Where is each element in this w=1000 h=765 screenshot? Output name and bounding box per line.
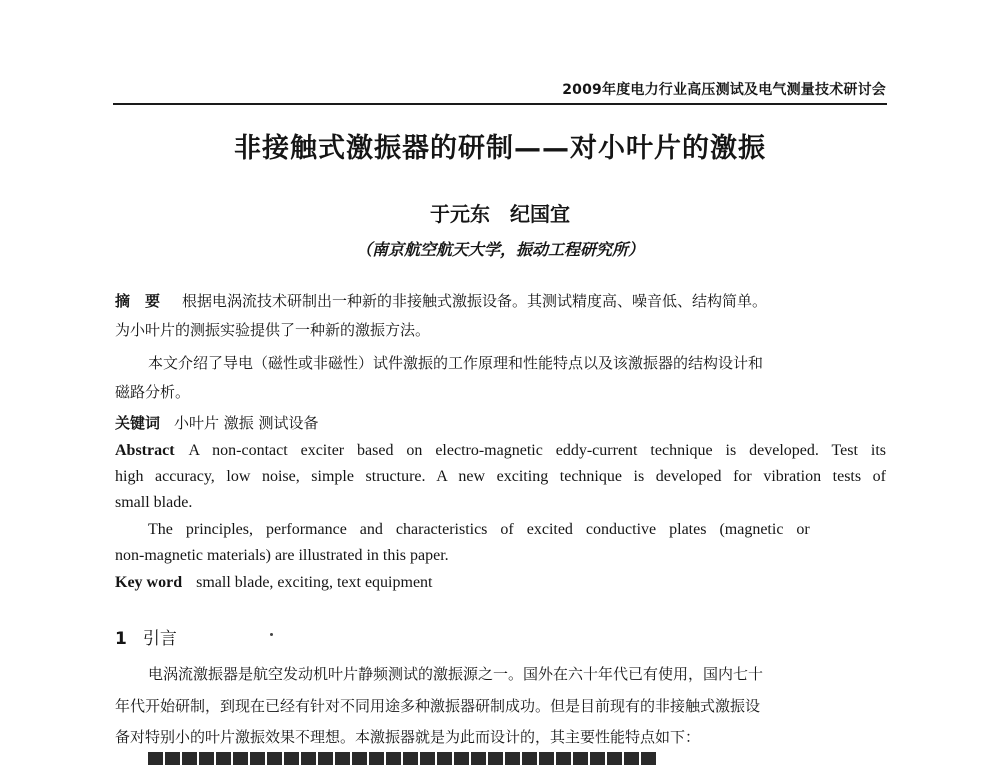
keywords-en (115, 573, 886, 593)
keywords-cn-value: 小叶片 激振 测试设备 (174, 414, 319, 432)
affiliation: （南京航空航天大学，振动工程研究所） (355, 240, 644, 259)
keywords-en-label: Key word (115, 574, 183, 591)
section-1-line-1: 电涡流激振器是航空发动机叶片静频测试的激振源之一。国外在六十年代已有使用，国内七十 (148, 665, 764, 683)
section-1-heading (115, 624, 177, 649)
abstract-cn-text-1: 根据电涡流技术研制出一种新的非接触式激振设备。其测试精度高、噪音低、结构简单。 (182, 292, 768, 310)
keywords-cn (115, 413, 886, 433)
abstract-cn-line-2: 为小叶片的测振实验提供了一种新的激振方法。 (115, 321, 431, 339)
conference-header: 2009年度电力行业高压测试及电气测量技术研讨会 (562, 82, 886, 98)
section-1-title: 引言 (142, 629, 177, 649)
abstract-cn-para2-line-1: 本文介绍了导电（磁性或非磁性）试件激振的工作原理和性能特点以及该激振器的结构设计和 (148, 354, 764, 372)
section-1-line-3: 备对特别小的叶片激振效果不理想。本激振器就是为此而设计的，其主要性能特点如下： (115, 728, 701, 746)
abstract-en-para2-line-2: non-magnetic materials) are illustrated in this paper. (115, 547, 449, 564)
keywords-en-value: small blade, exciting, text equipment (196, 574, 433, 591)
section-1-number: 1 (115, 629, 127, 649)
abstract-en-line-1 (115, 441, 886, 461)
section-1-line-2: 年代开始研制，到现在已经有针对不同用途多种激振器研制成功。但是目前现有的非接触式激振设 (115, 697, 761, 715)
abstract-en-para2-line-1: The principles, performance and characteristics of excited conductive plates (magnetic or (148, 521, 810, 538)
scan-speck (270, 633, 273, 636)
abstract-en-line-2: high accuracy, low noise, simple structure. A new exciting technique is developed for vibration tests of (115, 468, 886, 485)
abstract-en-text-1: A non-contact exciter based on electro-magnetic eddy-current technique is developed. Test its (188, 442, 886, 459)
paper-title: 非接触式激振器的研制——对小叶片的激振 (234, 133, 766, 164)
abstract-en-label: Abstract (115, 442, 175, 459)
cut-off-text-line (148, 751, 668, 765)
abstract-en-line-3: small blade. (115, 494, 193, 511)
abstract-cn-para2-line-2: 磁路分析。 (115, 383, 191, 401)
header-rule (113, 103, 887, 105)
abstract-cn-label: 摘 要 (115, 292, 161, 310)
keywords-cn-label: 关键词 (115, 414, 161, 432)
abstract-cn-line-1 (115, 291, 886, 311)
authors: 于元东 纪国宜 (430, 202, 570, 226)
